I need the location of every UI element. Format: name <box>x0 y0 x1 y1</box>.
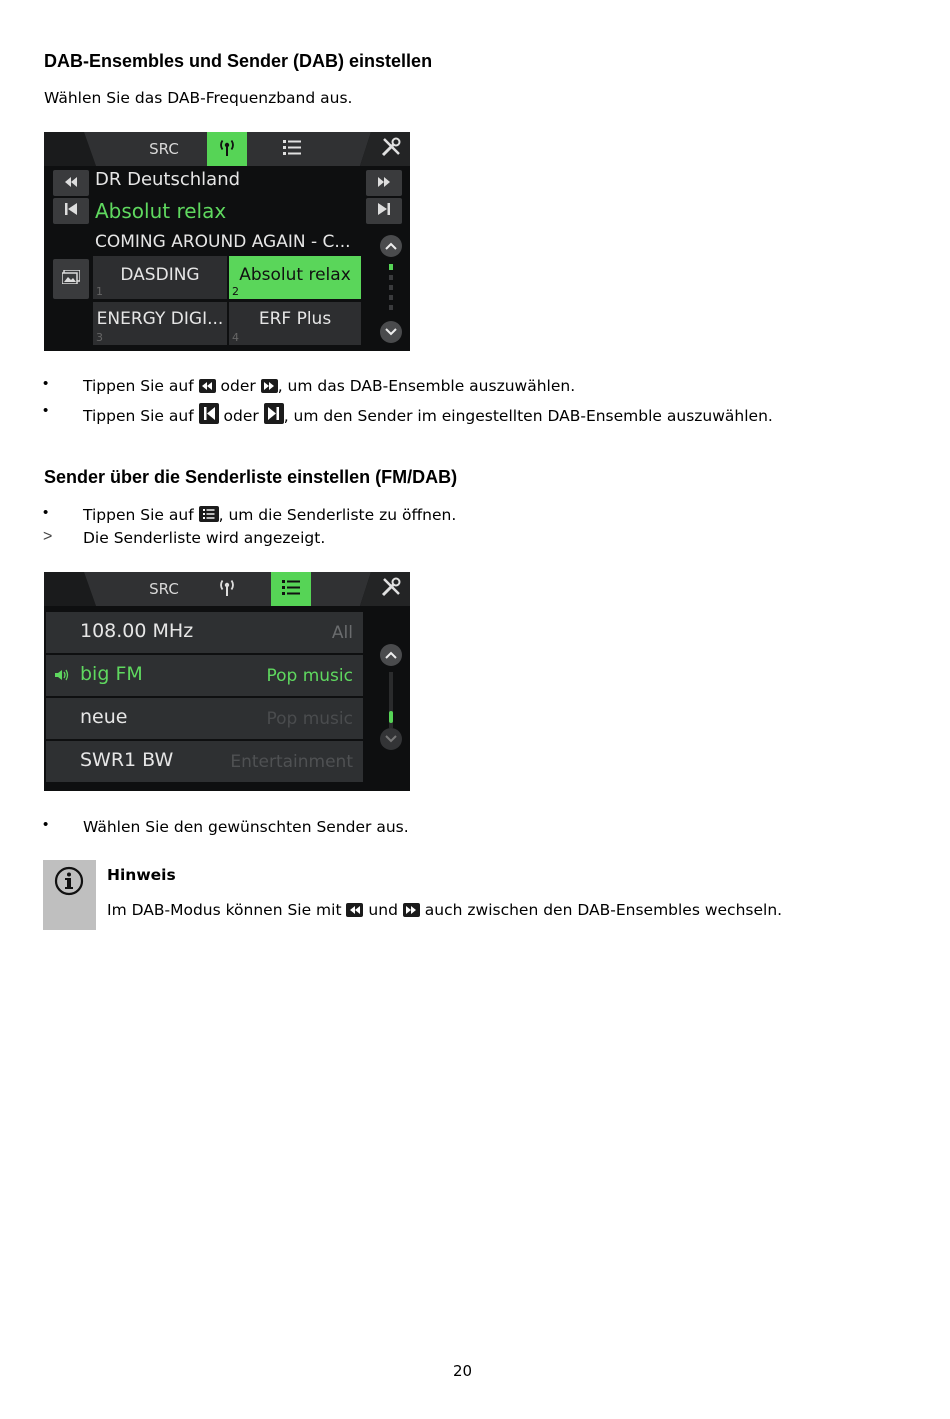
tab-radio[interactable] <box>207 572 247 606</box>
next-station-button[interactable] <box>366 198 402 224</box>
text: Tippen Sie auf <box>83 377 194 395</box>
prev-station-button[interactable] <box>53 198 89 224</box>
double-left-icon <box>346 903 363 917</box>
station-row-2[interactable] <box>46 655 363 696</box>
tab-station-list[interactable] <box>272 132 312 166</box>
bullet-marker: • <box>43 504 49 521</box>
text: Tippen Sie auf <box>83 407 194 425</box>
bullet-marker: • <box>43 816 49 833</box>
station-image-button[interactable] <box>53 259 89 299</box>
list-icon <box>281 578 301 600</box>
station-genre: Pop music <box>266 709 353 729</box>
tab-radio[interactable] <box>207 132 247 166</box>
station-list-screen <box>44 572 410 791</box>
scroll-down-button[interactable] <box>380 728 402 750</box>
preset-label: ENERGY DIGI... <box>96 309 224 329</box>
skip-forward-icon <box>264 403 284 424</box>
ensemble-name: DR Deutschland <box>95 169 241 190</box>
station-genre: All <box>331 623 353 643</box>
tab-settings[interactable] <box>371 572 410 606</box>
scroll-indicator-active <box>389 264 393 270</box>
skip-back-icon <box>64 202 78 220</box>
bullet-open-list <box>83 506 456 524</box>
text: Im DAB-Modus können Sie mit <box>107 901 342 919</box>
chevron-down-icon <box>385 730 397 748</box>
preset-1[interactable] <box>93 256 227 299</box>
double-left-icon <box>64 174 78 192</box>
text: oder <box>220 377 256 395</box>
chevron-up-icon <box>385 646 397 664</box>
bullet-marker: • <box>43 402 49 419</box>
double-left-icon <box>199 379 216 393</box>
text: , um den Sender im eingestellten DAB-Ensemble auszuwählen. <box>283 407 773 425</box>
chevron-up-icon <box>385 237 397 255</box>
double-right-icon <box>377 174 391 192</box>
current-station: Absolut relax <box>95 199 227 223</box>
text: auch zwischen den DAB-Ensembles wechseln. <box>424 901 783 919</box>
bullet-station-select <box>83 403 773 425</box>
intro-text: Wählen Sie das DAB-Frequenzband aus. <box>44 89 353 107</box>
preset-label: Absolut relax <box>239 265 351 285</box>
prev-ensemble-button[interactable] <box>53 170 89 196</box>
text: , um das DAB-Ensemble auszuwählen. <box>277 377 576 395</box>
antenna-icon <box>216 576 238 602</box>
station-row-1[interactable] <box>46 612 363 653</box>
antenna-icon <box>216 136 238 162</box>
tab-src[interactable]: SRC <box>149 140 179 158</box>
station-name: SWR1 BW <box>80 749 174 771</box>
scroll-down-button[interactable] <box>380 321 402 343</box>
song-title: COMING AROUND AGAIN - C... <box>95 232 351 252</box>
station-name: 108.00 MHz <box>80 620 194 642</box>
section-heading-station-list: Sender über die Senderliste einstellen (FM/DAB) <box>44 467 458 487</box>
text: oder <box>223 407 259 425</box>
double-right-icon <box>261 379 278 393</box>
note-title: Hinweis <box>107 866 176 884</box>
skip-forward-icon <box>377 202 391 220</box>
preset-number: 4 <box>232 331 239 344</box>
station-genre: Entertainment <box>230 752 353 772</box>
tab-settings[interactable] <box>371 132 410 166</box>
double-right-icon <box>403 903 420 917</box>
tab-src[interactable]: SRC <box>149 580 179 598</box>
scroll-up-button[interactable] <box>380 235 402 257</box>
note-icon-box <box>43 860 96 930</box>
text: Tippen Sie auf <box>83 506 194 524</box>
preset-number: 2 <box>232 285 239 298</box>
preset-2[interactable] <box>229 256 361 299</box>
result-marker: > <box>43 528 53 545</box>
station-row-4[interactable] <box>46 741 363 782</box>
station-genre: Pop music <box>266 666 353 686</box>
note-text <box>107 901 782 919</box>
tab-bar <box>44 132 410 166</box>
tab-bar <box>44 572 410 606</box>
section-heading-dab: DAB-Ensembles und Sender (DAB) einstellen <box>44 51 433 71</box>
bullet-choose-station: Wählen Sie den gewünschten Sender aus. <box>83 818 409 836</box>
preset-number: 3 <box>96 331 103 344</box>
preset-4[interactable] <box>229 302 361 345</box>
scroll-thumb[interactable] <box>389 711 393 723</box>
speaker-icon <box>54 668 70 687</box>
tools-icon <box>380 136 402 162</box>
tools-icon <box>380 576 402 602</box>
skip-back-icon <box>199 403 219 424</box>
station-name: big FM <box>80 663 143 685</box>
text: und <box>368 901 398 919</box>
chevron-down-icon <box>385 323 397 341</box>
tab-station-list[interactable] <box>271 572 311 606</box>
next-ensemble-button[interactable] <box>366 170 402 196</box>
dab-radio-screen <box>44 132 410 351</box>
station-row-3[interactable] <box>46 698 363 739</box>
page-number: 20 <box>452 1362 473 1380</box>
preset-number: 1 <box>96 285 103 298</box>
preset-label: ERF Plus <box>258 309 332 329</box>
preset-label: DASDING <box>120 265 200 285</box>
info-icon <box>54 866 84 901</box>
list-icon <box>282 138 302 160</box>
station-name: neue <box>80 706 128 728</box>
bullet-marker: • <box>43 375 49 392</box>
image-icon <box>62 270 80 289</box>
list-icon <box>199 506 219 522</box>
scroll-indicator-track <box>389 275 393 315</box>
bullet-ensemble-select <box>83 377 575 395</box>
preset-3[interactable] <box>93 302 227 345</box>
scroll-up-button[interactable] <box>380 644 402 666</box>
result-text: Die Senderliste wird angezeigt. <box>83 529 326 547</box>
text: , um die Senderliste zu öffnen. <box>218 506 457 524</box>
